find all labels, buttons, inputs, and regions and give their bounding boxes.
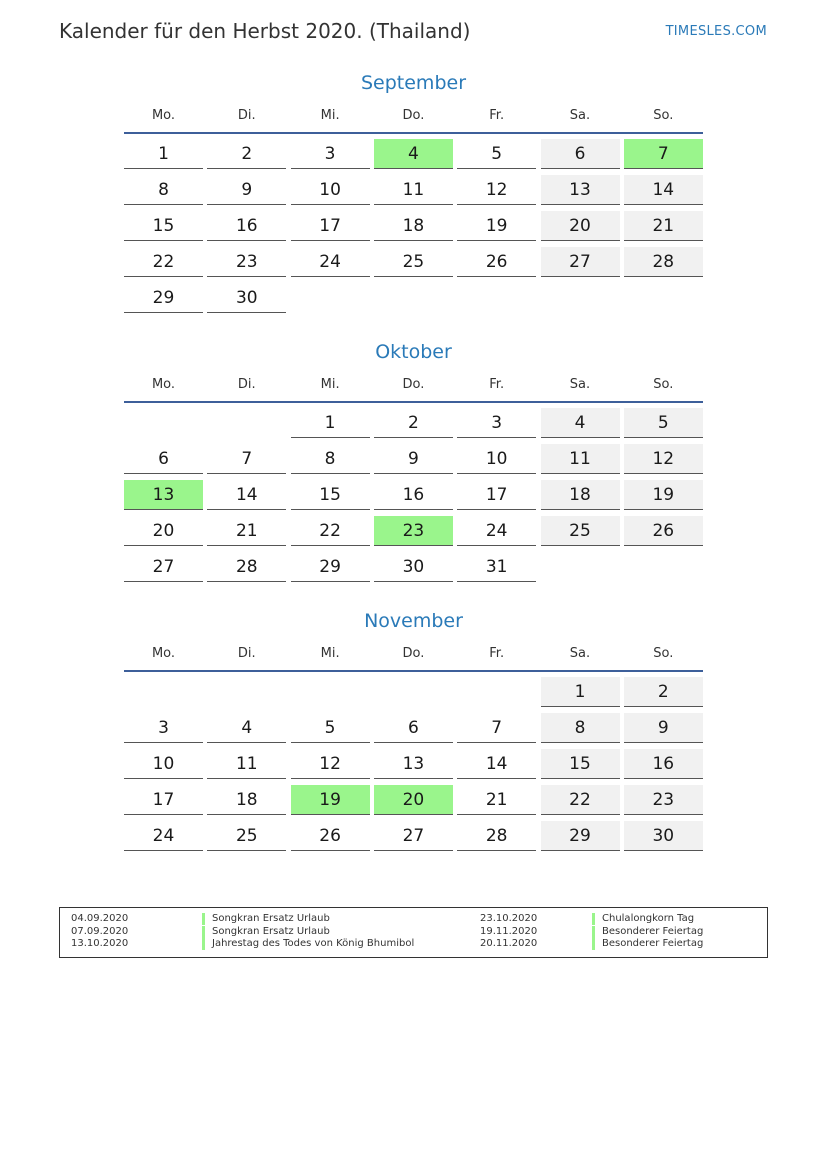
day-cell: 26 xyxy=(291,821,370,851)
day-cell: 14 xyxy=(624,175,703,205)
day-cell: 17 xyxy=(291,211,370,241)
legend-holiday-name: Besonderer Feiertag xyxy=(592,938,703,950)
day-cell: 30 xyxy=(207,283,286,313)
holiday-legend xyxy=(59,907,768,958)
holiday-day-cell: 13 xyxy=(124,480,203,510)
weekday-label: Mo. xyxy=(151,107,176,123)
day-grid xyxy=(124,677,703,857)
day-cell: 11 xyxy=(374,175,453,205)
month-name: September xyxy=(360,72,467,94)
day-cell: 3 xyxy=(124,713,203,743)
day-cell: 6 xyxy=(124,444,203,474)
weekday-label: Di. xyxy=(237,376,256,392)
day-cell: 10 xyxy=(457,444,536,474)
day-cell: 29 xyxy=(541,821,620,851)
day-cell: 11 xyxy=(541,444,620,474)
holiday-day-cell: 20 xyxy=(374,785,453,815)
day-cell: 26 xyxy=(457,247,536,277)
weekday-label: Mo. xyxy=(151,645,176,661)
weekday-label: So. xyxy=(653,645,674,661)
month-name: November xyxy=(364,610,463,632)
day-cell: 17 xyxy=(124,785,203,815)
day-grid xyxy=(124,139,703,319)
weekday-label: Fr. xyxy=(489,107,505,123)
holiday-day-cell: 4 xyxy=(374,139,453,169)
header-divider xyxy=(124,401,703,403)
header-divider xyxy=(124,670,703,672)
day-cell: 9 xyxy=(374,444,453,474)
day-cell: 21 xyxy=(457,785,536,815)
weekday-header xyxy=(124,370,703,398)
day-cell: 13 xyxy=(541,175,620,205)
day-cell: 18 xyxy=(207,785,286,815)
weekday-label: Di. xyxy=(237,645,256,661)
day-cell: 15 xyxy=(291,480,370,510)
day-cell: 1 xyxy=(541,677,620,707)
day-cell: 22 xyxy=(291,516,370,546)
brand-link[interactable]: TIMESLES.COM xyxy=(665,24,767,39)
weekday-label: Mo. xyxy=(151,376,176,392)
day-cell: 18 xyxy=(374,211,453,241)
legend-holiday-name: Besonderer Feiertag xyxy=(592,926,703,938)
day-cell: 24 xyxy=(124,821,203,851)
day-cell: 3 xyxy=(291,139,370,169)
weekday-label: Do. xyxy=(402,107,425,123)
day-cell: 15 xyxy=(124,211,203,241)
day-cell: 12 xyxy=(457,175,536,205)
day-cell: 27 xyxy=(124,552,203,582)
day-cell: 5 xyxy=(291,713,370,743)
day-cell: 16 xyxy=(207,211,286,241)
day-cell: 19 xyxy=(624,480,703,510)
day-cell: 12 xyxy=(624,444,703,474)
day-cell: 21 xyxy=(624,211,703,241)
legend-entry xyxy=(60,913,767,925)
legend-date: 13.10.2020 xyxy=(71,938,129,949)
day-cell: 1 xyxy=(124,139,203,169)
weekday-label: Fr. xyxy=(489,645,505,661)
day-cell: 2 xyxy=(374,408,453,438)
day-cell: 7 xyxy=(457,713,536,743)
day-cell: 28 xyxy=(457,821,536,851)
day-cell: 31 xyxy=(457,552,536,582)
day-cell: 27 xyxy=(541,247,620,277)
day-cell: 4 xyxy=(541,408,620,438)
weekday-label: So. xyxy=(653,376,674,392)
weekday-label: Sa. xyxy=(569,376,591,392)
day-cell: 2 xyxy=(624,677,703,707)
day-cell: 14 xyxy=(457,749,536,779)
day-cell: 30 xyxy=(624,821,703,851)
day-cell: 8 xyxy=(541,713,620,743)
day-cell: 13 xyxy=(374,749,453,779)
day-cell: 7 xyxy=(207,444,286,474)
day-cell: 29 xyxy=(124,283,203,313)
legend-holiday-name: Jahrestag des Todes von König Bhumibol xyxy=(202,938,414,950)
day-cell: 5 xyxy=(624,408,703,438)
day-cell: 16 xyxy=(374,480,453,510)
day-cell: 9 xyxy=(207,175,286,205)
day-cell: 10 xyxy=(124,749,203,779)
day-cell: 27 xyxy=(374,821,453,851)
header-divider xyxy=(124,132,703,134)
day-cell: 6 xyxy=(541,139,620,169)
day-cell: 16 xyxy=(624,749,703,779)
weekday-label: Do. xyxy=(402,376,425,392)
day-cell: 10 xyxy=(291,175,370,205)
day-cell: 12 xyxy=(291,749,370,779)
day-cell: 28 xyxy=(207,552,286,582)
weekday-label: So. xyxy=(653,107,674,123)
day-cell: 22 xyxy=(124,247,203,277)
legend-date: 19.11.2020 xyxy=(480,925,538,937)
legend-entry xyxy=(60,926,767,938)
weekday-label: Sa. xyxy=(569,107,591,123)
day-cell: 24 xyxy=(457,516,536,546)
weekday-label: Di. xyxy=(237,107,256,123)
month-name: Oktober xyxy=(375,341,452,363)
day-cell: 14 xyxy=(207,480,286,510)
day-cell: 24 xyxy=(291,247,370,277)
weekday-header xyxy=(124,639,703,667)
day-cell: 28 xyxy=(624,247,703,277)
day-cell: 5 xyxy=(457,139,536,169)
legend-entry xyxy=(60,938,767,950)
day-cell: 25 xyxy=(541,516,620,546)
day-cell: 6 xyxy=(374,713,453,743)
day-cell: 3 xyxy=(457,408,536,438)
month-september xyxy=(124,69,703,319)
day-cell: 29 xyxy=(291,552,370,582)
day-cell: 8 xyxy=(124,175,203,205)
day-cell: 2 xyxy=(207,139,286,169)
day-cell: 11 xyxy=(207,749,286,779)
legend-holiday-name: Chulalongkorn Tag xyxy=(592,913,694,925)
weekday-label: Do. xyxy=(402,645,425,661)
day-cell: 20 xyxy=(124,516,203,546)
day-cell: 30 xyxy=(374,552,453,582)
legend-date: 07.09.2020 xyxy=(71,925,129,937)
day-cell: 23 xyxy=(624,785,703,815)
weekday-label: Fr. xyxy=(489,376,505,392)
day-cell: 25 xyxy=(374,247,453,277)
weekday-label: Mi. xyxy=(320,645,340,661)
holiday-day-cell: 23 xyxy=(374,516,453,546)
day-cell: 22 xyxy=(541,785,620,815)
day-cell: 19 xyxy=(457,211,536,241)
legend-date: 23.10.2020 xyxy=(480,913,538,924)
weekday-label: Mi. xyxy=(320,107,340,123)
page-title: Kalender für den Herbst 2020. (Thailand) xyxy=(59,19,471,43)
weekday-label: Mi. xyxy=(320,376,340,392)
weekday-header xyxy=(124,101,703,129)
day-cell: 25 xyxy=(207,821,286,851)
month-oktober xyxy=(124,338,703,588)
day-cell: 9 xyxy=(624,713,703,743)
legend-date: 20.11.2020 xyxy=(480,938,538,949)
holiday-day-cell: 19 xyxy=(291,785,370,815)
day-cell: 21 xyxy=(207,516,286,546)
day-cell: 8 xyxy=(291,444,370,474)
day-grid xyxy=(124,408,703,588)
day-cell: 23 xyxy=(207,247,286,277)
day-cell: 17 xyxy=(457,480,536,510)
weekday-label: Sa. xyxy=(569,645,591,661)
day-cell: 26 xyxy=(624,516,703,546)
legend-date: 04.09.2020 xyxy=(71,913,129,924)
legend-holiday-name: Songkran Ersatz Urlaub xyxy=(202,926,330,938)
holiday-day-cell: 7 xyxy=(624,139,703,169)
day-cell: 18 xyxy=(541,480,620,510)
day-cell: 15 xyxy=(541,749,620,779)
day-cell: 20 xyxy=(541,211,620,241)
legend-holiday-name: Songkran Ersatz Urlaub xyxy=(202,913,330,925)
day-cell: 4 xyxy=(207,713,286,743)
day-cell: 1 xyxy=(291,408,370,438)
month-november xyxy=(124,607,703,857)
